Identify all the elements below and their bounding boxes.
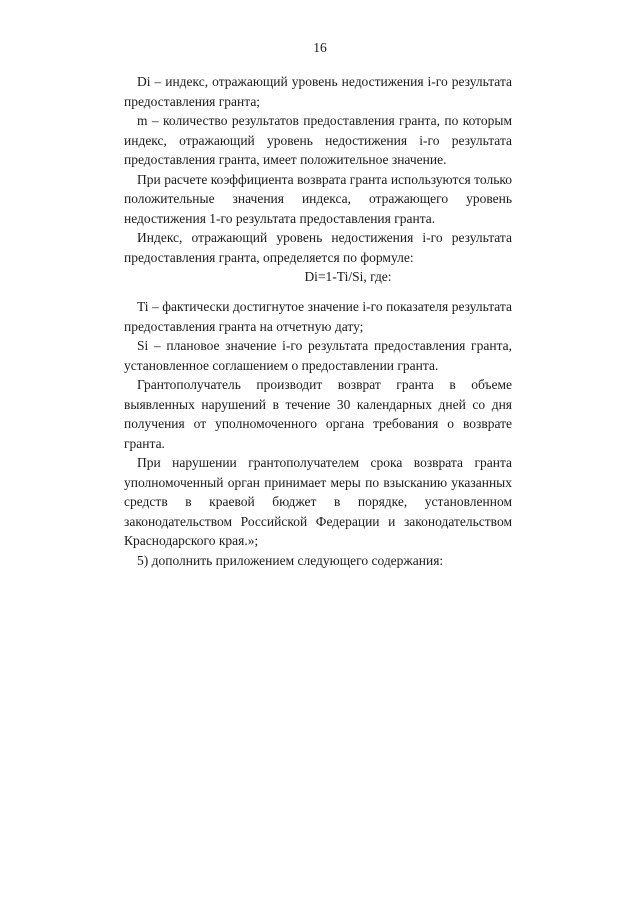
paragraph-di-definition: Di – индекс, отражающий уровень недостижения i-го результата предоставления гранта; [124, 74, 512, 109]
paragraph-si-definition: Si – плановое значение i-го результата предоставления гранта, установленное соглашением о предоставлении гранта. [124, 338, 512, 373]
paragraph-m-definition: m – количество результатов предоставления гранта, по которым индекс, отражающий уровень недостижения i-го результата предоставления гранта, имеет положительное значение. [124, 113, 512, 167]
paragraph-formula-intro: Индекс, отражающий уровень недостижения i-го результата предоставления гранта, определяется по формуле: [124, 230, 512, 265]
document-body-bottom [124, 297, 512, 570]
document-body-top [124, 72, 512, 287]
page-number: 16 [313, 40, 327, 55]
paragraph-violation: При нарушении грантополучателем срока возврата гранта уполномоченный орган принимает меры по взысканию указанных средств в краевой бюджет в порядке, установленном законодательством Российской Федерации и законодательством Краснодарского края.»; [124, 455, 512, 548]
paragraph-amendment: 5) дополнить приложением следующего содержания: [137, 552, 444, 568]
paragraph-ti-definition: Ti – фактически достигнутое значение i-го показателя результата предоставления гранта на отчетную дату; [124, 299, 512, 334]
paragraph-calculation-note: При расчете коэффициента возврата гранта используются только положительные значения индекса, отражающего уровень недостижения 1-го результата предоставления гранта. [124, 171, 512, 226]
paragraph-grant-return: Грантополучатель производит возврат гранта в объеме выявленных нарушений в течение 30 календарных дней со дня получения от уполномоченного органа требования о возврате гранта. [124, 377, 512, 451]
formula: Di=1-Ti/Si, где: [304, 269, 392, 284]
